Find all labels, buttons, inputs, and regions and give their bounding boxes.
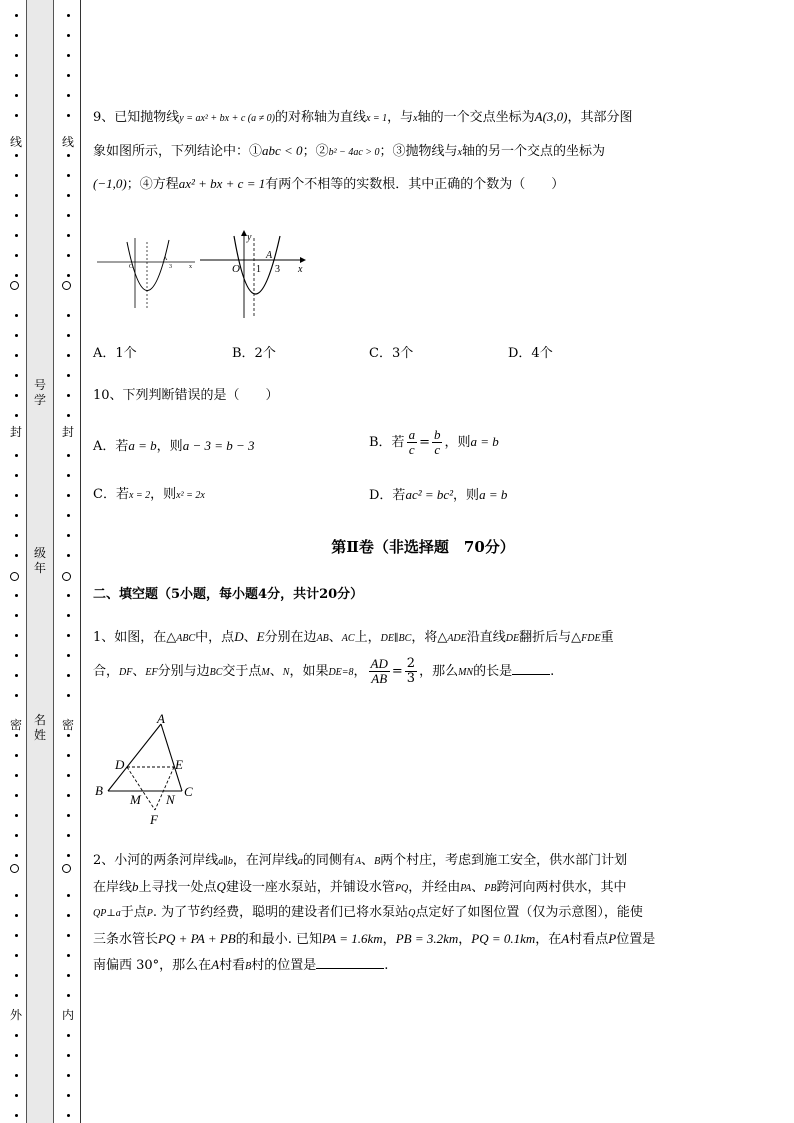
margin-dot [15,514,18,517]
margin-dot [67,114,70,117]
margin-circle [62,281,71,290]
small-origin-label: O [129,264,134,270]
triangle-figure [93,714,203,826]
margin-dot [67,554,70,557]
opt-result: a − 3 = b − 3 [182,438,255,453]
margin-dot [15,814,18,817]
var: a∥b [218,856,233,867]
q10-option-a[interactable] [93,437,255,456]
margin-dot [15,834,18,837]
q9-conclusion-2: b² − 4ac > 0 [328,147,380,158]
fraction-a-over-c: $\frac{a}{c}$ [408,427,416,457]
label-e: E [175,757,183,772]
text: ， [458,932,472,947]
q10-option-c[interactable] [93,486,205,505]
margin-dot [15,354,18,357]
margin-dot [15,694,18,697]
margin-dot [15,674,18,677]
margin-dot [67,174,70,177]
point-a-label: A [266,250,273,261]
var: PA [460,883,472,894]
margin-circle [10,281,19,290]
margin-dot [15,1074,18,1077]
margin-dot [67,914,70,917]
label-c: C [184,784,193,799]
label-b: B [95,783,103,798]
margin-dot [15,1054,18,1057]
var: B [245,961,252,972]
margin-dot [15,34,18,37]
var: P [146,908,153,919]
text: 交于点 [222,664,262,679]
var: EF [145,667,158,678]
name-label: 名 姓 [33,713,46,742]
margin-dot [15,774,18,777]
f1-line-2 [93,654,554,691]
margin-dot [67,794,70,797]
margin-dot [67,834,70,837]
q9-text: 有两个不相等的实数根．其中正确的个数为（ ） [265,177,565,192]
text: 合， [93,664,120,679]
margin-dot [15,1034,18,1037]
equals-sign: = [391,664,403,679]
margin-dot [15,914,18,917]
margin-dot [15,234,18,237]
margin-dot [15,54,18,57]
q9-point-2: (−1,0) [93,176,127,191]
text: 、 [132,664,146,679]
text: . [384,958,389,973]
margin-dot [67,234,70,237]
text: 的同侧有 [302,853,355,868]
var: AC [341,633,355,644]
f2-line-4 [93,930,655,949]
var: P [608,931,617,946]
q9-var: x [413,113,418,124]
margin-dot [67,94,70,97]
text: 点定好了如图位置（仅为示意图），能使 [415,905,643,920]
text: 分别在边 [264,630,317,645]
var: M [261,667,270,678]
q9-point: A(3,0) [534,109,568,124]
var: b [132,879,139,894]
label-f: F [150,812,158,826]
margin-dot [67,754,70,757]
grade-label: 级 年 [33,546,46,575]
margin-seal-label: 封 [6,423,26,440]
var: FDE [581,633,601,644]
var: A [211,957,220,972]
margin-dot [67,314,70,317]
opt-text: ，则 [444,435,471,450]
f2-line-5 [93,956,388,976]
equals-sign: = [419,435,430,450]
f1-line-1 [93,628,614,648]
margin-dot [15,994,18,997]
text: 三条水管长 [93,932,159,947]
margin-dot [67,614,70,617]
q9-option-d[interactable]: D．4个 [508,346,553,361]
margin-dot [15,474,18,477]
var: BC [209,667,223,678]
text: 的长是 [473,664,513,679]
margin-dot [67,214,70,217]
answer-blank[interactable] [316,958,384,969]
y-axis-label: y [247,232,252,243]
small-x-label: x [189,264,192,270]
f2-line-3 [93,904,643,923]
margin-dot [15,534,18,537]
q9-text: 轴的一个交点坐标为 [417,110,535,125]
margin-dot [67,514,70,517]
var: N [282,667,290,678]
q9-option-a[interactable]: A．1个 [93,346,137,361]
margin-dot [67,194,70,197]
text: 、 [269,664,283,679]
margin-dot [15,274,18,277]
margin-dot [67,534,70,537]
text: 重 [600,630,614,645]
var: MN [458,667,474,678]
margin-dot [15,494,18,497]
text: 1、如图，在△ [93,630,177,645]
var: DE [505,633,520,644]
var: ABC [176,633,196,644]
margin-dot [67,814,70,817]
margin-dot [15,954,18,957]
fraction-ad-over-ab: $\frac{AD}{AB}$ [370,656,388,686]
margin-dot [67,594,70,597]
text: ，将△ [411,630,448,645]
text: 位置是 [616,932,656,947]
opt-text: ，则 [150,487,177,502]
margin-dot [67,14,70,17]
q10-option-d[interactable] [369,486,507,505]
margin-dot [67,894,70,897]
text: ，并经由 [408,880,461,895]
text: 村看点 [569,932,609,947]
margin-dot [67,674,70,677]
margin-dot [67,1074,70,1077]
margin-dot [15,254,18,257]
var: Q [408,908,416,919]
var: ADE [447,633,467,644]
opt-result: x² = 2x [176,490,205,501]
margin-dot [67,454,70,457]
tick-1-label: 1 [256,264,261,275]
margin-dot [15,374,18,377]
margin-dot [67,1114,70,1117]
text: 跨河向两村供水，其中 [496,880,627,895]
text: 、 [243,630,257,645]
text: 建设一座水泵站，并铺设水管 [225,880,395,895]
margin-dot [15,394,18,397]
inner-dot-column [58,0,78,1123]
text: 的和最小. 已知 [235,932,323,947]
f2-line-2 [93,878,626,898]
margin-dot [67,494,70,497]
label-a: A [157,714,165,726]
margin-circle [10,864,19,873]
margin-dot [67,994,70,997]
text: 在岸线 [93,880,133,895]
margin-dot [67,1094,70,1097]
margin-dot [67,774,70,777]
text: 村看 [219,958,246,973]
var: Q [216,879,226,894]
margin-dot [67,394,70,397]
margin-dot [67,154,70,157]
text: . [550,664,555,679]
margin-dot [15,754,18,757]
text: 于点 [120,905,147,920]
text: 、 [328,630,342,645]
var: PB = 3.2km [395,931,459,946]
student-number-label: 号 学 [33,378,46,407]
margin-dot [15,654,18,657]
q9-text: 象如图所示，下列结论中：① [93,144,263,159]
tick-3-label: 3 [275,264,280,275]
q9-line-2 [93,142,605,162]
fraction-2-over-3: $\frac{2}{3}$ [406,656,416,686]
margin-dot [67,634,70,637]
margin-dot [67,374,70,377]
margin-dot [67,1034,70,1037]
text: 上寻找一处点 [138,880,217,895]
margin-dot [67,974,70,977]
q9-graph-small [97,230,197,310]
var: E [256,629,265,644]
opt-text: ，则 [156,439,183,454]
fraction-b-over-c: $\frac{b}{c}$ [433,427,441,457]
q9-text: ；④方程 [126,177,179,192]
margin-dot [67,734,70,737]
part-2-title: 第Ⅱ卷（非选择题 70分） [331,538,515,556]
text: 中，点 [195,630,235,645]
text: 、 [361,853,375,868]
q10-option-b[interactable] [369,428,499,457]
f2-line-1 [93,852,627,871]
var: DF [119,667,133,678]
text: 村的位置是 [251,958,317,973]
margin-dot [15,594,18,597]
q9-graph [200,228,310,318]
margin-dot [15,154,18,157]
var: PB [484,883,497,894]
margin-dot [15,1114,18,1117]
var: PQ [394,883,409,894]
margin-circle [62,572,71,581]
q9-equation: y = ax² + bx + c (a ≠ 0) [179,113,275,124]
q9-text: 的对称轴为直线 [274,110,366,125]
small-a-label: A [163,256,168,262]
margin-seal-label: 线 [58,133,78,150]
label-n: N [166,792,175,807]
opt-cond: a = b [128,438,157,453]
label-m: M [130,792,141,807]
var: A [354,856,362,867]
var: B [374,856,381,867]
margin-dot [15,1094,18,1097]
var: DE∥BC [380,633,412,644]
text: 沿直线 [466,630,506,645]
q9-option-c[interactable]: C．3个 [369,346,414,361]
margin-seal-label: 封 [58,423,78,440]
margin-seal-label: 密 [6,716,26,733]
opt-cond: ac² = bc² [405,487,454,502]
x-axis-label: x [298,264,303,275]
margin-dot [15,214,18,217]
margin-dot [67,54,70,57]
text: ，在河岸线 [232,853,298,868]
margin-dot [67,934,70,937]
margin-dot [15,734,18,737]
opt-label: A．若 [93,439,129,454]
margin-dot [67,354,70,357]
opt-label: D．若 [369,488,406,503]
margin-dot [15,454,18,457]
margin-seal-label: 外 [6,1006,26,1023]
q9-text: ，其部分图 [567,110,633,125]
margin-dot [67,274,70,277]
var: A [561,931,570,946]
answer-blank[interactable] [512,664,550,675]
margin-dot [15,14,18,17]
q9-text: 9、已知抛物线 [93,110,180,125]
margin-dot [15,114,18,117]
text: 两个村庄，考虑到施工安全，供水部门计划 [380,853,628,868]
margin-dot [15,614,18,617]
opt-result: a = b [479,487,508,502]
text: ， [382,932,396,947]
margin-dot [15,74,18,77]
q10-stem: 10、下列判断错误的是（ ） [93,388,279,403]
margin-circle [62,864,71,873]
opt-result: a = b [470,434,499,449]
q9-var: x [457,147,462,158]
var: QP⊥a [93,908,121,919]
text: 分别与边 [157,664,210,679]
text: . 为了节约经费，聪明的建设者们已将水泵站 [152,905,409,920]
margin-dot [67,334,70,337]
section-2-title: 二、填空题（5小题，每小题4分，共计20分） [93,587,364,602]
margin-dot [15,634,18,637]
margin-dot [15,314,18,317]
var: D [234,629,244,644]
margin-dot [15,194,18,197]
margin-dot [15,94,18,97]
margin-dot [15,414,18,417]
outer-dot-column [6,0,26,1123]
margin-dot [15,794,18,797]
margin-divider [80,0,81,1123]
margin-seal-label: 密 [58,716,78,733]
var: a [297,856,303,867]
var: DE=8 [328,667,354,678]
margin-dot [15,974,18,977]
origin-label: O [232,263,240,275]
q9-text: ；③抛物线与 [379,144,458,159]
small-tick3: 3 [169,264,172,270]
var: PQ = 0.1km [471,931,536,946]
q9-text: ，与 [387,110,414,125]
q9-line-1 [93,108,633,128]
opt-text: ，则 [453,488,480,503]
text: ，那么 [419,664,459,679]
text: 、 [471,880,485,895]
q9-axis: x = 1 [365,113,388,124]
margin-dot [67,254,70,257]
var: PQ + PA + PB [158,931,236,946]
margin-dot [15,554,18,557]
text: 2、小河的两条河岸线 [93,853,219,868]
text: 翻折后与△ [519,630,582,645]
q9-conclusion-1: abc < 0 [262,143,303,158]
text: 南偏西 30°，那么在 [93,958,212,973]
margin-dot [67,1054,70,1057]
q9-option-b[interactable]: B．2个 [232,346,276,361]
margin-circle [10,572,19,581]
q9-line-3 [93,175,564,194]
margin-seal-label: 内 [58,1006,78,1023]
margin-dot [67,34,70,37]
margin-dot [67,854,70,857]
text: ， [353,664,367,679]
text: 上， [354,630,381,645]
var: PA = 1.6km [322,931,383,946]
margin-seal-label: 线 [6,133,26,150]
text: ，在 [535,932,562,947]
q9-equation-4: ax² + bx + c = 1 [178,176,266,191]
label-d: D [115,757,125,772]
margin-dot [15,334,18,337]
margin-dot [67,414,70,417]
margin-dot [67,74,70,77]
q9-text: 轴的另一个交点的坐标为 [461,144,605,159]
q9-text: ；② [302,144,329,159]
margin-dot [15,894,18,897]
margin-dot [67,654,70,657]
margin-dot [67,474,70,477]
opt-label: C．若 [93,487,129,502]
opt-cond: x = 2 [128,490,151,501]
margin-dot [67,694,70,697]
margin-dot [15,934,18,937]
margin-dot [67,954,70,957]
text: ，如果 [289,664,329,679]
margin-dot [15,174,18,177]
opt-label: B．若 [369,435,405,450]
margin-dot [15,854,18,857]
var: AB [316,633,329,644]
